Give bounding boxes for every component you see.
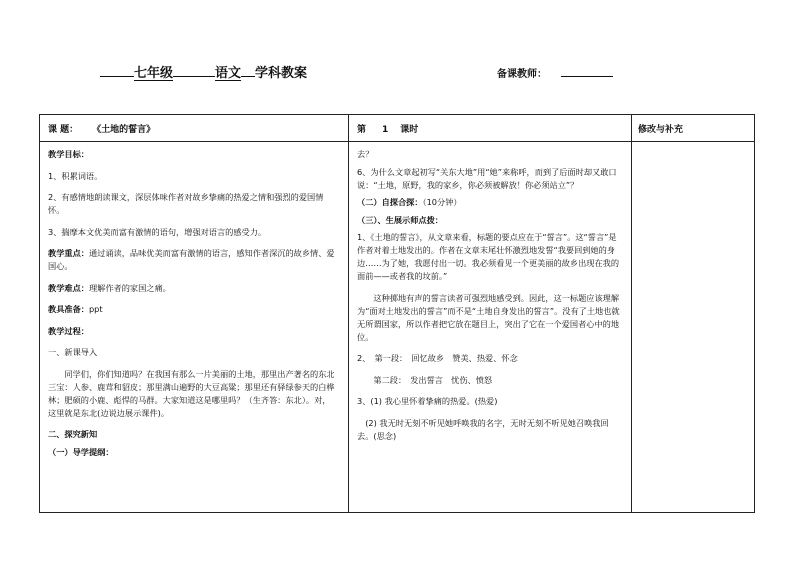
difficulty <box>48 282 338 295</box>
key-point-text: 通过诵读，品味优美而富有激情的语言，感知作者深沉的故乡情、爱国心。 <box>48 248 335 271</box>
process-heading: 教学过程： <box>48 325 89 336</box>
objective-1: 1、积累词语。 <box>48 170 103 181</box>
point-1: 1、《土地的誓言》，从文章来看，标题的要点应在于“誓言”。这“誓言”是作者对着土地发出的。作者在文章末尾壮怀激烈地发誓“我要回到她的身边……为了她，我愿付出一切。我必须看见一个更美丽的故乡出现在我的面前——或者我的坟前。” <box>357 232 620 281</box>
period-prefix: 第 <box>357 125 367 135</box>
guide-outline: （一）导学提纲： <box>48 446 114 457</box>
subject-value: 语文 <box>215 66 242 81</box>
column-divider <box>631 115 632 512</box>
key-point-label: 教学重点： <box>48 248 89 258</box>
point-3-sub: (2) 我无时无刻不听见她呼唤我的名字，无时无刻不听见她召唤我回去。(思念) <box>357 417 609 441</box>
underline-blank <box>173 64 215 77</box>
point-2: 2、 第一段： 回忆故乡 赞美、热爱、怀念 <box>357 353 518 363</box>
point-1-detail: 这种掷地有声的誓言读者可强烈地感受到。因此，这一标题应该理解为“面对土地发出的誓言”而不是“土地自身发出的誓言”。没有了土地也就无所谓国家，所以作者把它放在题目上，突出了它在一个爱国者心中的地位。 <box>357 292 620 342</box>
difficulty-label: 教学难点： <box>48 282 89 293</box>
question-6: 6、为什么文章起初写“关东大地”用“她”来称呼，而到了后面时却又敢口说：“土地，原野，我的家乡，你必须被解放！你必须站立”？ <box>357 166 617 190</box>
continued-text: 去？ <box>357 149 374 159</box>
self-explore-time: （10分钟） <box>422 197 462 207</box>
demo-heading: （三）、生展示师点拨： <box>357 214 443 225</box>
teacher-field <box>497 64 613 80</box>
point-3: 3、(1) 我心里怀着挚痛的热爱。(热爱) <box>357 396 498 406</box>
teacher-label: 备课教师： <box>497 69 547 80</box>
teacher-blank <box>561 64 613 77</box>
page-header <box>0 62 794 82</box>
topic-label: 课 题： <box>48 125 79 135</box>
grade-suffix: 年级 <box>147 66 174 81</box>
intro-paragraph: 同学们，你们知道吗？在我国有那么一片美丽的土地，那里出产著名的东北三宝：人参、鹿茸和貂皮；那里满山遍野的大豆高粱；那里还有驿绿参天的白桦林；肥硕的小鹿、彪悍的马群。大家知道这是哪里吗？（生齐答：东北）。对，这里就是东北(边说边展示课件)。 <box>48 368 335 418</box>
header-row-divider <box>40 141 754 142</box>
lesson-plan-title <box>100 62 307 81</box>
period-number: 1 <box>382 125 389 135</box>
plan-label: 学科教案 <box>255 66 308 81</box>
self-explore-label: （二）自探合探： <box>357 197 423 207</box>
underline-blank <box>100 64 134 77</box>
materials-text: ppt <box>88 304 103 314</box>
grade-value: 七 <box>134 66 148 81</box>
section-explore: 二、探究新知 <box>48 429 98 439</box>
column-divider <box>348 115 349 512</box>
objectives-heading: 教学目标： <box>48 149 89 159</box>
objective-3: 3、揣摩本文优美而富有激情的语句，增强对语言的感受力。 <box>48 226 267 237</box>
materials <box>48 303 338 316</box>
self-explore <box>357 196 623 209</box>
left-content <box>48 148 338 459</box>
right-content <box>357 148 623 443</box>
period-suffix: 课时 <box>400 125 419 135</box>
period-cell <box>357 122 418 135</box>
materials-label: 教具准备： <box>48 304 89 314</box>
objective-2: 2、有感情地朗读课文，深层体味作者对故乡挚痛的热爱之情和强烈的爱国情怀。 <box>48 192 324 215</box>
topic-cell <box>48 122 155 135</box>
key-point <box>48 247 338 273</box>
lesson-table <box>39 114 755 513</box>
revise-cell: 修改与补充 <box>638 125 684 135</box>
underline-blank <box>241 64 255 77</box>
difficulty-text: 理解作者的家国之痛。 <box>88 282 171 293</box>
topic-title: 《土地的誓言》 <box>92 125 156 135</box>
section-intro: 一、新课导入 <box>48 347 98 357</box>
point-2-sub: 第二段： 发出誓言 忧伤、愤怒 <box>373 374 493 385</box>
